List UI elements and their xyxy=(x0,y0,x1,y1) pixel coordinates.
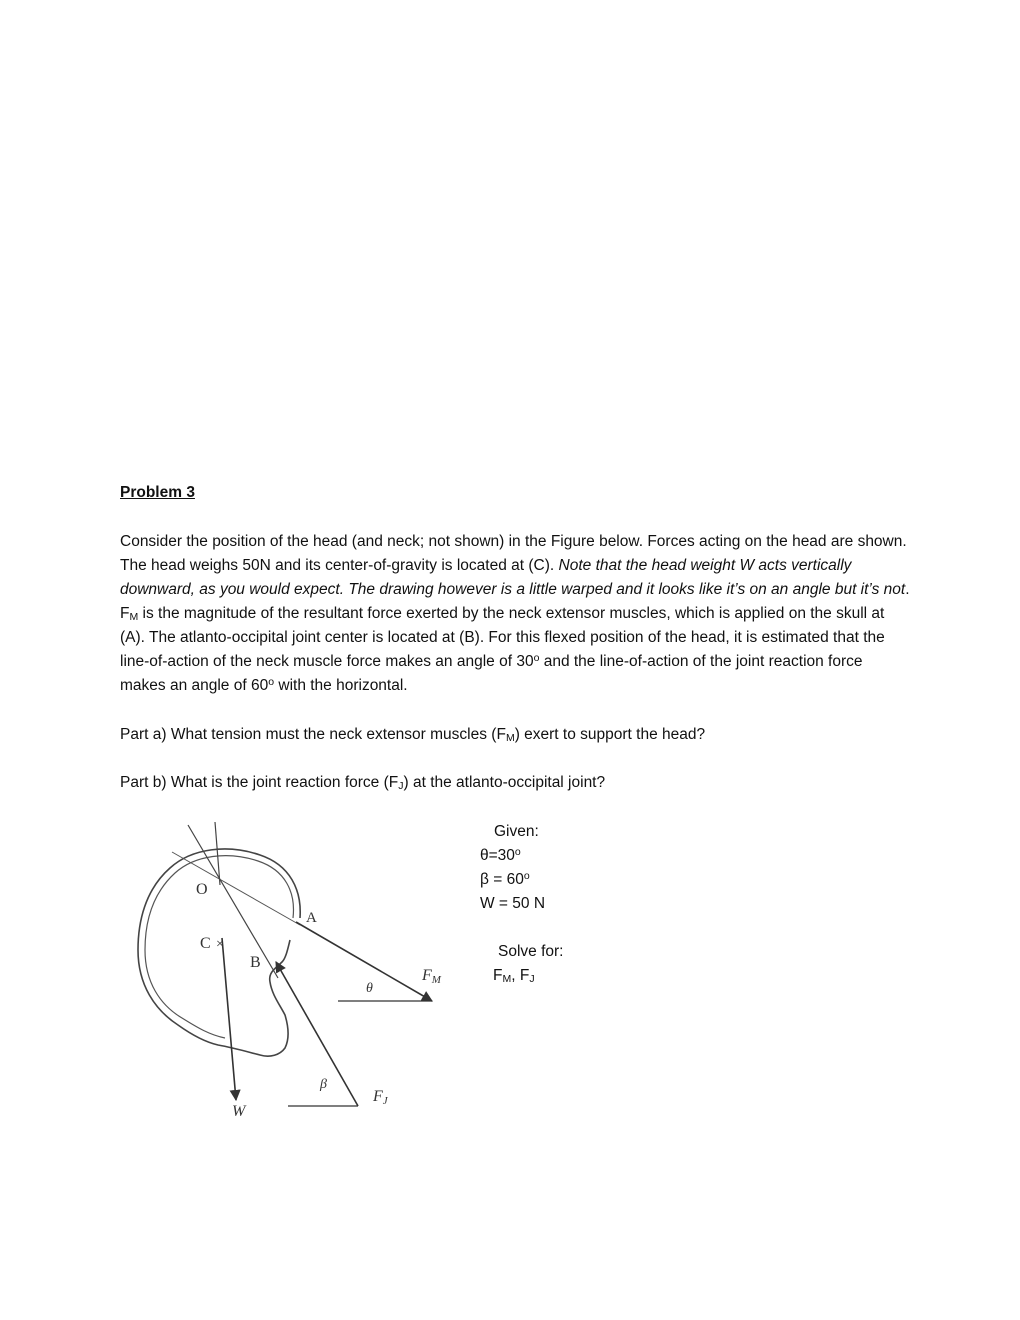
line-of-action-fm xyxy=(172,852,300,925)
solve-values xyxy=(493,964,535,988)
statement-italic-note: Note that the head weight W acts vertically downward, as you would expect. The drawing however is a little warped and it looks like it’s on an angle but it’s not xyxy=(120,557,906,598)
solve-heading: Solve for: xyxy=(498,943,564,960)
question-b-sub: J xyxy=(398,780,404,792)
statement-part-2: . F xyxy=(120,581,910,622)
statement-part-1: Consider the position of the head (and neck; not shown) in the Figure below. Forces acting on the head are shown. The head weighs 50N and its center-of-gravity is located at (C). xyxy=(120,533,907,574)
head-force-diagram xyxy=(110,810,470,1130)
label-c-cross: × xyxy=(216,937,224,952)
solve-f1-sub: M xyxy=(502,973,512,985)
label-b: B xyxy=(250,954,261,971)
problem-title: Problem 3 xyxy=(120,484,195,501)
question-b-end: ) at the atlanto-occipital joint? xyxy=(403,774,606,791)
label-beta: β xyxy=(320,1077,327,1092)
given-beta xyxy=(480,868,530,892)
statement-part-3: is the magnitude of the resultant force exerted by the neck extensor muscles, which is applied on the skull at (A). The atlanto-occipital joint center is located at (B). For this flexed position of the head, it is estimated that the line-of-action of the neck muscle force makes an angle of 30 xyxy=(120,605,885,670)
label-fm-letter: F xyxy=(422,967,432,984)
label-c: C xyxy=(200,935,211,952)
given-beta-text: β = 60 xyxy=(480,871,524,888)
problem-statement xyxy=(120,530,910,698)
question-a-text: Part a) What tension must the neck extensor muscles (F xyxy=(120,726,506,743)
question-a-sub: M xyxy=(505,732,515,744)
statement-part-5: with the horizontal. xyxy=(274,677,408,694)
question-part-b xyxy=(120,771,605,795)
label-w: W xyxy=(232,1103,246,1120)
label-fj-letter: F xyxy=(373,1088,383,1105)
muscle-force-fm xyxy=(296,922,432,1001)
statement-sub-m: M xyxy=(129,611,139,623)
label-fj-sub: J xyxy=(382,1095,388,1107)
question-part-a xyxy=(120,723,705,747)
label-fj xyxy=(372,1088,389,1107)
statement-degree-1: o xyxy=(533,652,540,664)
label-fm xyxy=(421,967,442,986)
question-a-end: ) exert to support the head? xyxy=(514,726,706,743)
given-theta-degree: o xyxy=(514,846,521,858)
label-o: O xyxy=(196,881,208,898)
given-beta-degree: o xyxy=(523,870,530,882)
given-theta xyxy=(480,844,521,868)
label-theta: θ xyxy=(366,981,373,996)
weight-vector-w xyxy=(222,938,236,1100)
line-of-action-fj xyxy=(188,825,278,978)
solve-f1: F xyxy=(493,967,503,984)
given-heading: Given: xyxy=(494,823,539,840)
solve-separator: , F xyxy=(511,967,530,984)
given-theta-text: θ=30 xyxy=(480,847,515,864)
solve-f2-sub: J xyxy=(529,973,535,985)
statement-degree-2: o xyxy=(268,676,275,688)
label-a: A xyxy=(306,910,317,926)
statement-part-4: and the line-of-action of the joint reaction force makes an angle of 60 xyxy=(120,653,863,694)
given-weight: W = 50 N xyxy=(480,895,546,912)
question-b-text: Part b) What is the joint reaction force (F xyxy=(120,774,399,791)
label-fm-sub: M xyxy=(431,974,441,986)
